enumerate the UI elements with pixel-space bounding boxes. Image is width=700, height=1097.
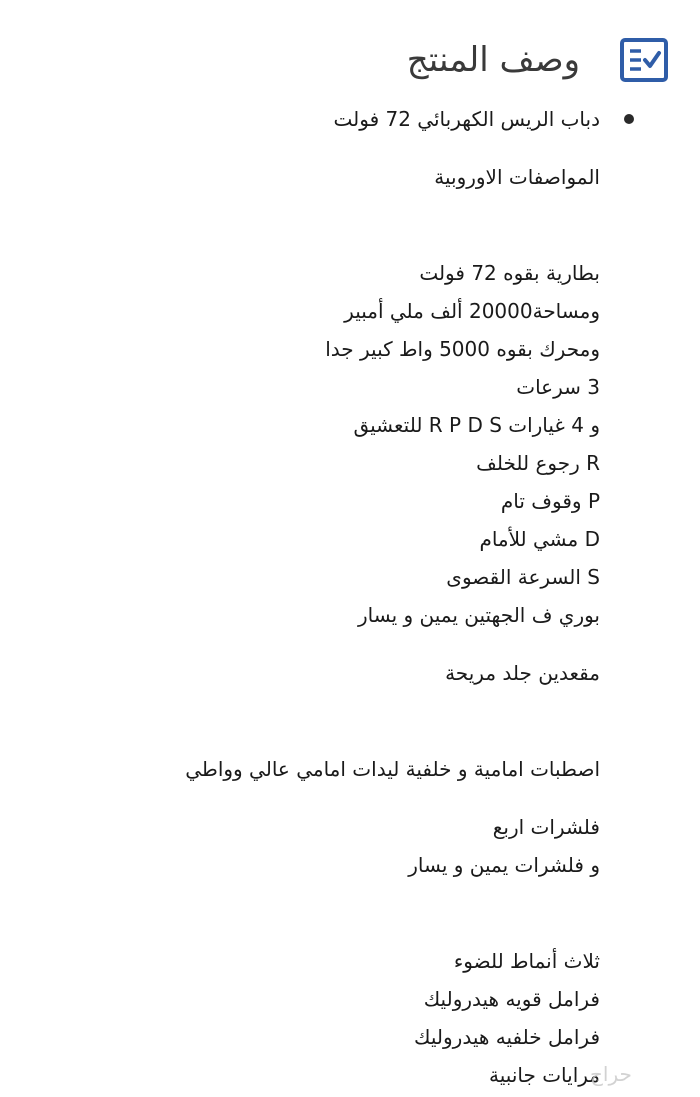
spec-line: ومحرك بقوه 5000 واط كبير جدا	[325, 337, 600, 361]
spec-line: S السرعة القصوى	[446, 565, 600, 589]
spec-line: R رجوع للخلف	[476, 451, 600, 475]
spec-line: ومساحة20000 ألف ملي أمبير	[344, 299, 600, 323]
spec-line: و 4 غيارات R P D S للتعشيق	[353, 413, 600, 437]
flasher-line: و فلشرات يمين و يسار	[408, 853, 600, 877]
lights-line: اصطبات امامية و خلفية ليدات امامي عالي وواطي	[185, 757, 600, 781]
extra-line: فرامل خلفيه هيدروليك	[414, 1025, 600, 1049]
section-header	[407, 32, 668, 88]
product-name: دباب الريس الكهربائي 72 فولت	[333, 107, 600, 131]
spec-line: بوري ف الجهتين يمين و يسار	[357, 603, 600, 627]
product-description	[20, 100, 600, 1094]
bullet-icon	[624, 114, 634, 124]
section-title: وصف المنتج	[406, 40, 580, 80]
spec-line: 3 سرعات	[516, 375, 600, 399]
seats-line: مقعدين جلد مريحة	[445, 661, 600, 685]
flasher-line: فلشرات اربع	[492, 815, 600, 839]
spec-line: P وقوف تام	[500, 489, 600, 513]
watermark-logo: حراج	[590, 1062, 632, 1086]
extra-line: فرامل قويه هيدروليك	[423, 987, 600, 1011]
standard-line: المواصفات الاوروبية	[434, 165, 600, 189]
spec-line: D مشي للأمام	[479, 527, 600, 551]
checklist-icon	[620, 38, 668, 82]
extra-line: مرايات جانبية	[489, 1063, 600, 1087]
spec-line: بطارية بقوه 72 فولت	[419, 261, 600, 285]
extra-line: ثلاث أنماط للضوء	[453, 949, 600, 973]
description-first-item	[20, 100, 600, 138]
